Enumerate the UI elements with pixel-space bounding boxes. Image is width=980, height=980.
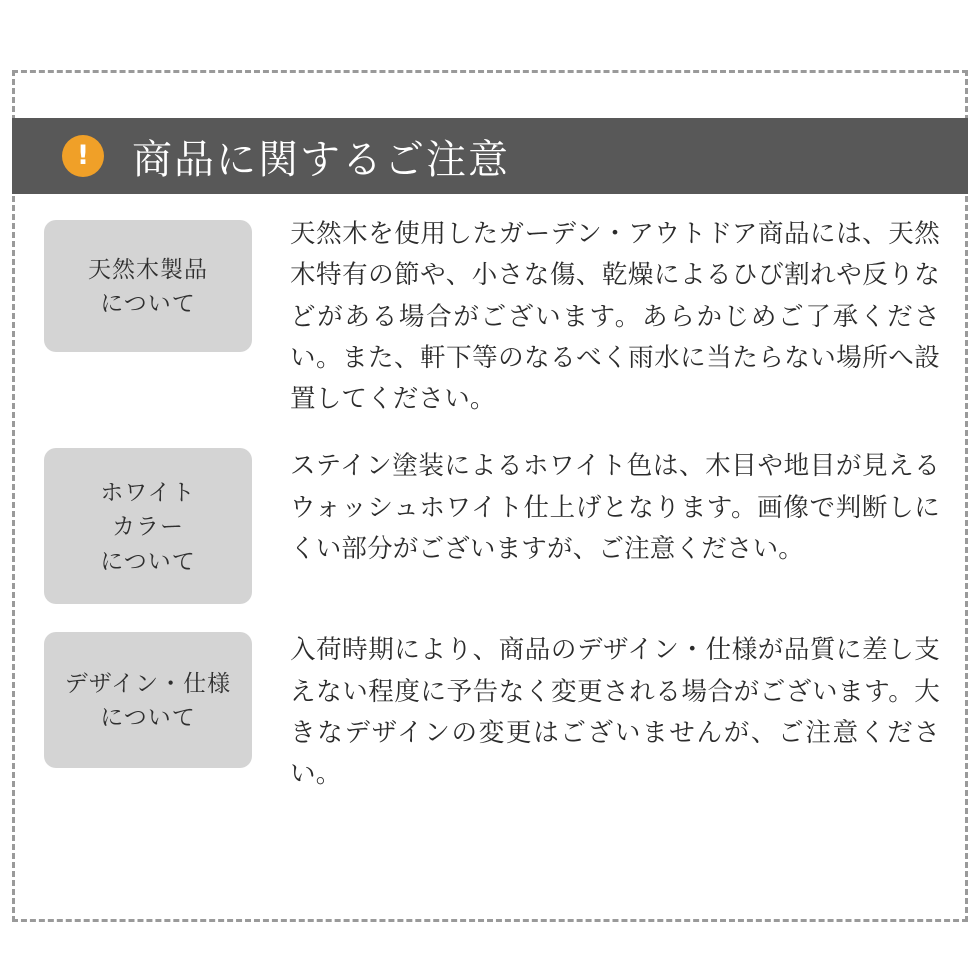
exclamation-icon — [62, 135, 104, 177]
note-text: ステイン塗装によるホワイト色は、木目や地目が見えるウォッシュホワイト仕上げとなります。画像で判断しにくい部分がございますが、ご注意ください。 — [290, 452, 940, 564]
note-text: 天然木を使用したガーデン・アウトドア商品には、天然木特有の節や、小さな傷、乾燥によるひび割れや反りなどがある場合がございます。あらかじめご了承ください。また、軒下等のなるべく雨水に当たらない場所へ設置してください。 — [290, 220, 940, 414]
page-title: 商品に関するご注意 — [132, 137, 510, 182]
list-item — [12, 220, 968, 420]
notice-content — [12, 70, 968, 922]
exclamation-icon-glyph: ! — [76, 139, 90, 171]
note-label: 天然木製品 について — [44, 220, 252, 352]
list-item — [12, 448, 968, 604]
note-text: 入荷時期により、商品のデザイン・仕様が品質に差し支えない程度に予告なく変更される場合がございます。大きなデザインの変更はございませんが、ご注意ください。 — [290, 636, 940, 789]
notice-list — [12, 220, 968, 922]
list-item — [12, 632, 968, 795]
note-label: デザイン・仕様 について — [44, 632, 252, 768]
note-label: ホワイト カラー について — [44, 448, 252, 604]
notice-header — [12, 118, 968, 194]
